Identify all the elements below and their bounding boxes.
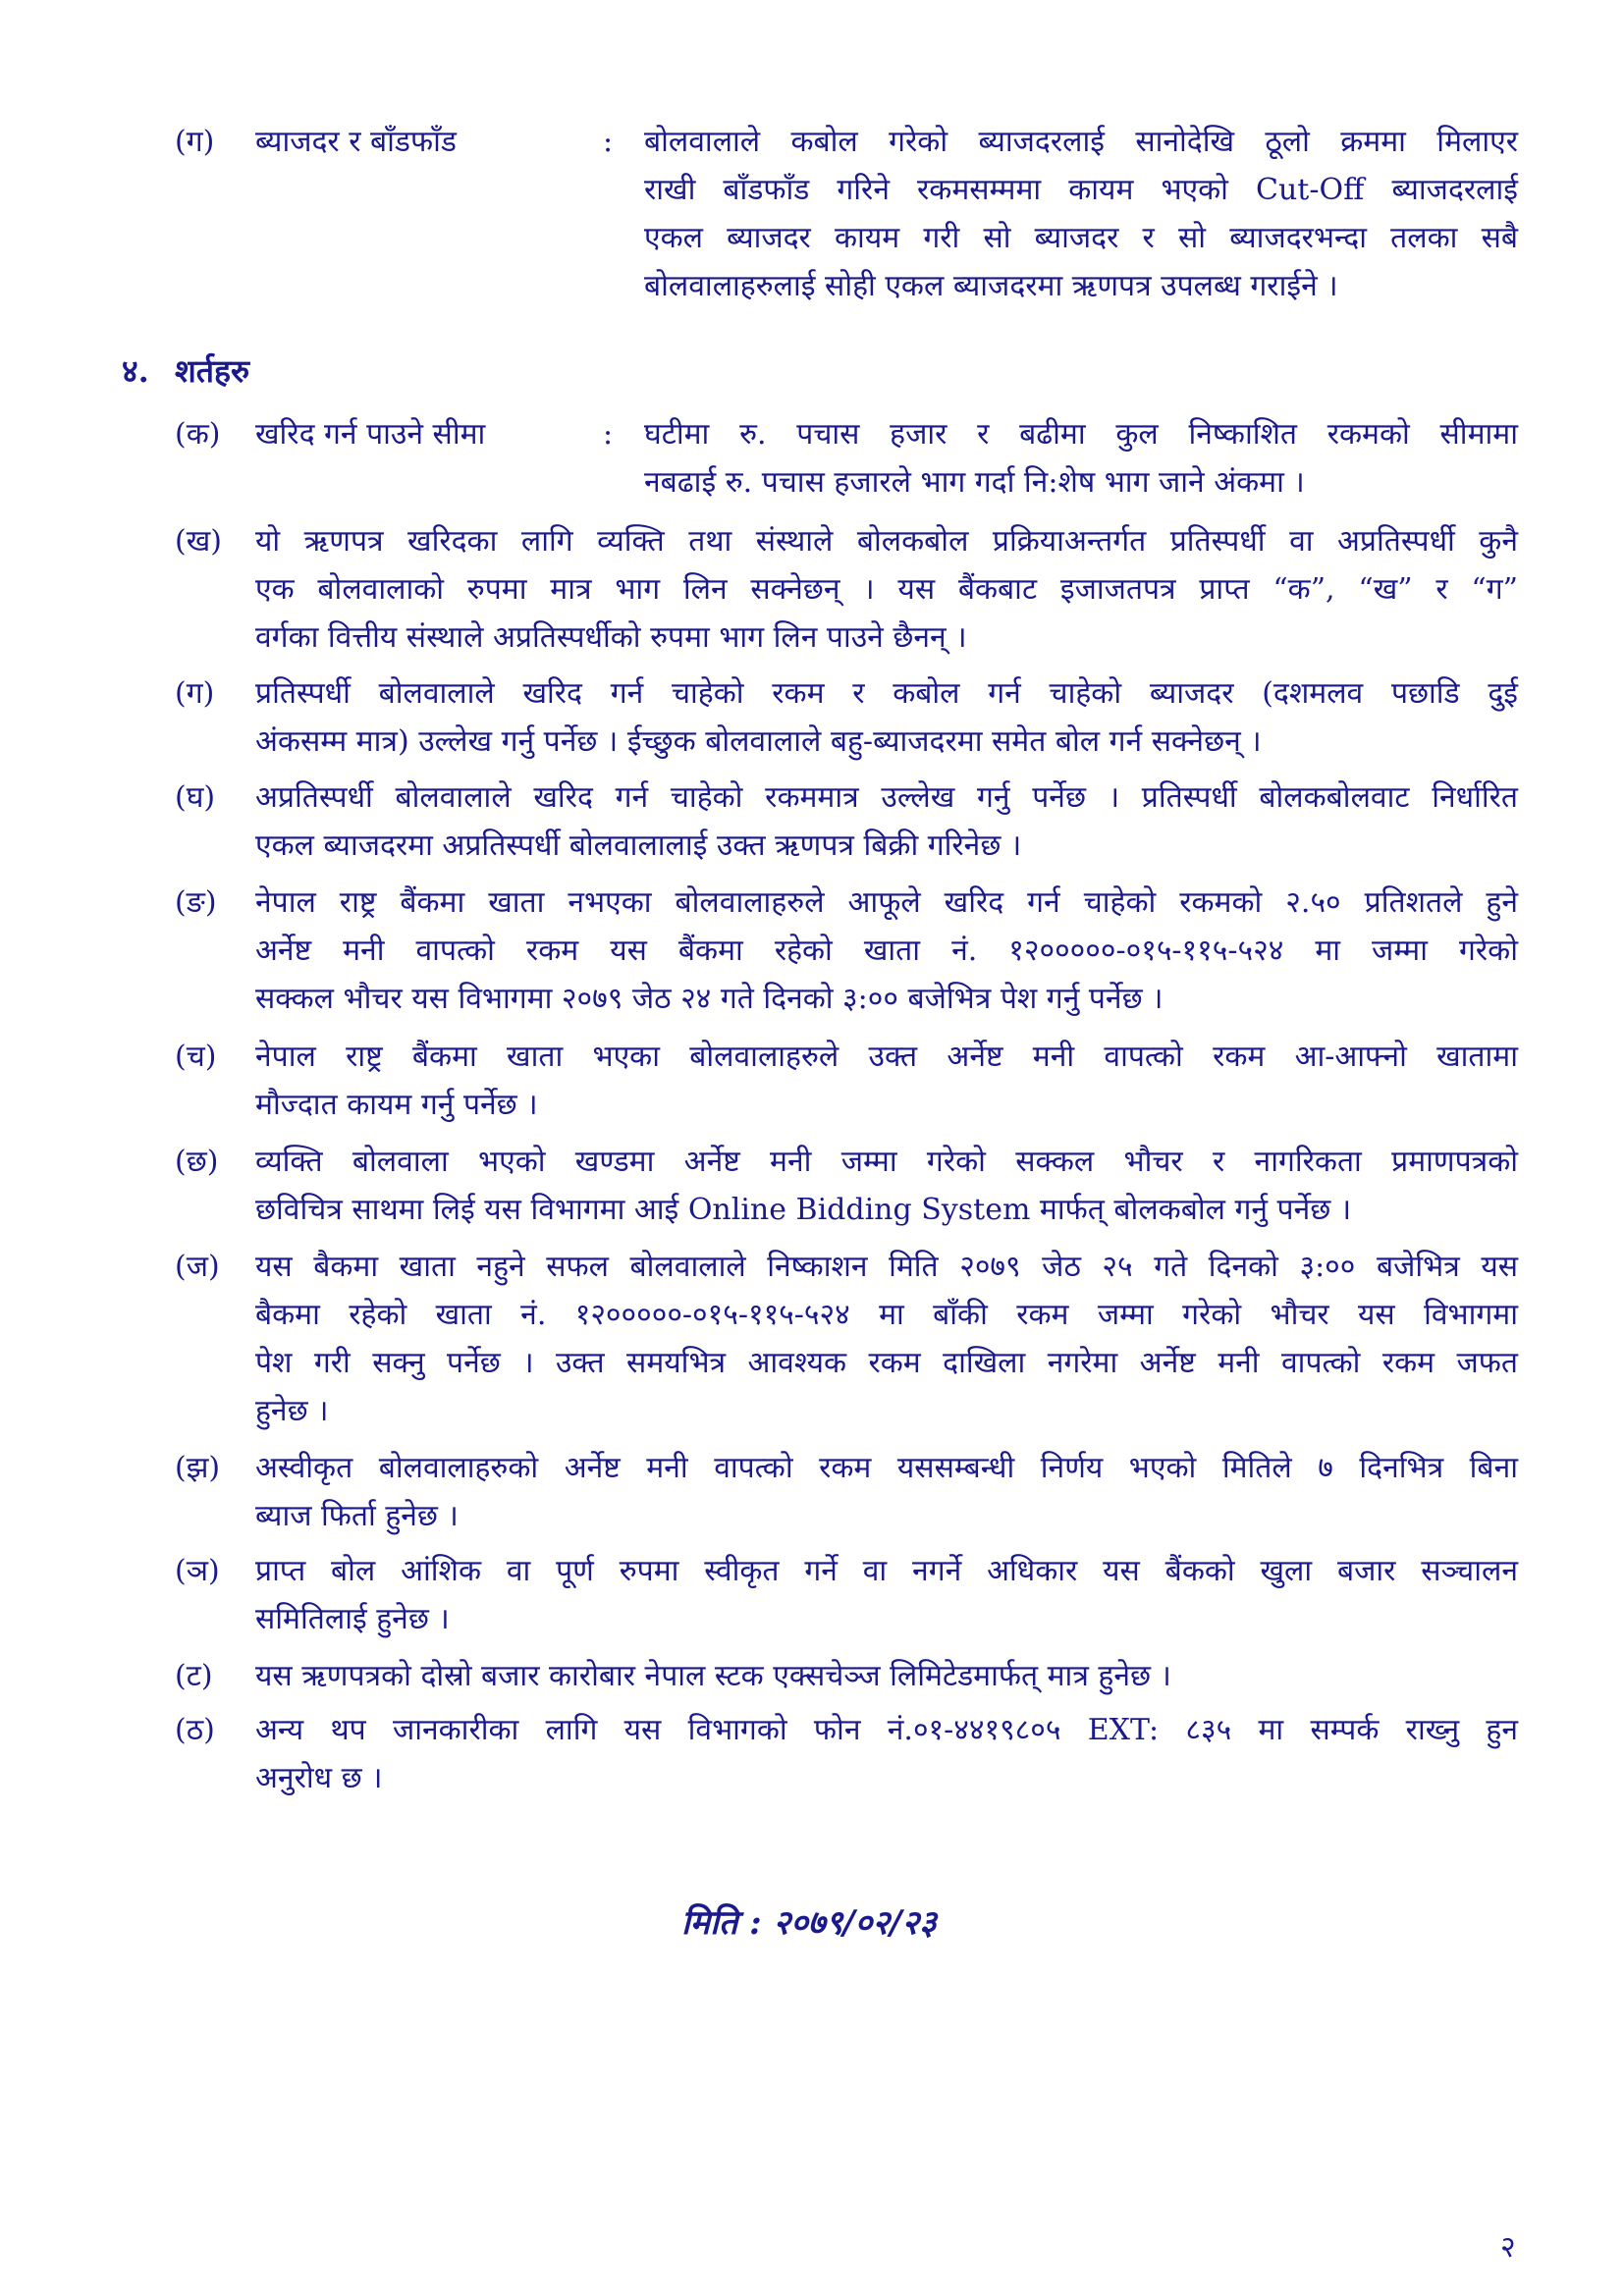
item-text-line: समितिलाई हुनेछ । (255, 1602, 450, 1636)
item-text-line: राखी बाँडफाँड गरिने रकमसम्ममा कायम भएको Cut-Off ब्याजदरलाई (644, 173, 1518, 207)
label-colon: : (603, 417, 614, 452)
item-marker: (छ) (175, 1145, 219, 1179)
item-text-line: ब्याज फिर्ता हुनेछ । (255, 1499, 459, 1533)
item-marker: (च) (175, 1040, 217, 1074)
item-marker: (ठ) (175, 1713, 215, 1747)
section-title: शर्तहरु (175, 352, 250, 390)
item-label: ब्याजदर र बाँडफाँड (255, 125, 457, 159)
item-text-line: प्रतिस्पर्धी बोलवालाले खरिद गर्न चाहेको रकम र कबोल गर्न चाहेको ब्याजदर (दशमलव पछाडि दुई (255, 676, 1518, 711)
item-text-line: यस ऋणपत्रको दोस्रो बजार कारोबार नेपाल स्टक एक्सचेञ्ज लिमिटेडमार्फत् मात्र हुनेछ । (255, 1659, 1171, 1693)
item-text-line: अप्रतिस्पर्धी बोलवालाले खरिद गर्न चाहेको रकममात्र उल्लेख गर्नु पर्नेछ । प्रतिस्पर्धी बोलकबोलवाट निर्धारित (255, 780, 1518, 815)
item-text-line: एक बोलवालाको रुपमा मात्र भाग लिन सक्नेछन् । यस बैंकबाट इजाजतपत्र प्राप्त “क”, “ख” र “ग” (255, 572, 1518, 607)
item-text-line: मौज्दात कायम गर्नु पर्नेछ । (255, 1088, 538, 1122)
item-marker: (ज) (175, 1250, 220, 1284)
item-text-line: नेपाल राष्ट्र बैंकमा खाता नभएका बोलवालाहरुले आफूले खरिद गर्न चाहेको रकमको २.५० प्रतिशतले हुने (255, 885, 1518, 920)
item-text-line: सक्कल भौचर यस विभागमा २०७९ जेठ २४ गते दिनको ३:०० बजेभित्र पेश गर्नु पर्नेछ । (255, 982, 1164, 1016)
item-text-line: प्राप्त बोल आंशिक वा पूर्ण रुपमा स्वीकृत गर्ने वा नगर्ने अधिकार यस बैंकको खुला बजार सञ्चालन (255, 1554, 1518, 1588)
item-text-line: एकल ब्याजदरमा अप्रतिस्पर्धी बोलवालालाई उक्त ऋणपत्र बिक्री गरिनेछ । (255, 828, 1022, 863)
item-marker: (ङ) (175, 885, 217, 920)
item-text-line: घटीमा रु. पचास हजार र बढीमा कुल निष्काशित रकमको सीमामा (644, 417, 1518, 452)
item-marker: (क) (175, 417, 221, 452)
item-text-line: अन्य थप जानकारीका लागि यस विभागको फोन नं.०१-४४१९८०५ EXT: ८३५ मा सम्पर्क राख्नु हुन (255, 1713, 1518, 1747)
item-text-line: यस बैकमा खाता नहुने सफल बोलवालाले निष्काशन मिति २०७९ जेठ २५ गते दिनको ३:०० बजेभित्र यस (255, 1250, 1518, 1284)
item-text-line: अस्वीकृत बोलवालाहरुको अर्नेष्ट मनी वापत्को रकम यससम्बन्धी निर्णय भएको मितिले ७ दिनभित्र बिना (255, 1451, 1518, 1485)
item-text-line: यो ऋणपत्र खरिदका लागि व्यक्ति तथा संस्थाले बोलकबोल प्रक्रियाअन्तर्गत प्रतिस्पर्धी वा अप्रतिस्पर्धी कुनै (255, 524, 1518, 559)
item-text-line: अंकसम्म मात्र) उल्लेख गर्नु पर्नेछ । ईच्छुक बोलवालाले बहु-ब्याजदरमा समेत बोल गर्न सक्नेछन् । (255, 724, 1262, 759)
item-text-line: नेपाल राष्ट्र बैंकमा खाता भएका बोलवालाहरुले उक्त अर्नेष्ट मनी वापत्को रकम आ-आफ्नो खातामा (255, 1040, 1518, 1074)
page-number: २ (1500, 2230, 1516, 2265)
item-text-line: अर्नेष्ट मनी वापत्को रकम यस बैंकमा रहेको खाता नं. १२०००००-०१५-११५-५२४ मा जम्मा गरेको (255, 934, 1518, 968)
item-text-line: वर्गका वित्तीय संस्थाले अप्रतिस्पर्धीको रुपमा भाग लिन पाउने छैनन् । (255, 620, 967, 655)
item-text-line: एकल ब्याजदर कायम गरी सो ब्याजदर र सो ब्याजदरभन्दा तलका सबै (644, 221, 1518, 255)
item-text-line: नबढाई रु. पचास हजारले भाग गर्दा नि:शेष भाग जाने अंकमा । (644, 465, 1305, 500)
item-marker: (झ) (175, 1451, 221, 1485)
item-text-line: अनुरोध छ । (255, 1761, 383, 1795)
item-marker: (ग) (175, 676, 215, 711)
item-marker: (ट) (175, 1659, 213, 1693)
item-marker: (ग) (175, 125, 215, 159)
item-label: खरिद गर्न पाउने सीमा (255, 417, 486, 452)
label-colon: : (603, 125, 614, 159)
item-marker: (ञ) (175, 1554, 220, 1588)
item-text-line: पेश गरी सक्नु पर्नेछ । उक्त समयभित्र आवश्यक रकम दाखिला नगरेमा अर्नेष्ट मनी वापत्को रकम जफत (255, 1346, 1518, 1380)
item-marker: (ख) (175, 524, 222, 559)
item-text-line: व्यक्ति बोलवाला भएको खण्डमा अर्नेष्ट मनी जम्मा गरेको सक्कल भौचर र नागरिकता प्रमाणपत्रको (255, 1145, 1518, 1179)
item-text-line: बोलवालाहरुलाई सोही एकल ब्याजदरमा ऋणपत्र उपलब्ध गराईने । (644, 269, 1338, 303)
item-text-line: बोलवालाले कबोल गरेको ब्याजदरलाई सानोदेखि ठूलो क्रममा मिलाएर (644, 125, 1518, 159)
item-marker: (घ) (175, 780, 216, 815)
document-date: मिति : २०७९/०२/२३ (681, 1903, 937, 1943)
item-text-line: छविचित्र साथमा लिई यस विभागमा आई Online Bidding System मार्फत् बोलकबोल गर्नु पर्नेछ । (255, 1193, 1352, 1227)
section-number: ४. (122, 352, 149, 390)
item-text-line: हुनेछ । (255, 1394, 329, 1428)
item-text-line: बैकमा रहेको खाता नं. १२०००००-०१५-११५-५२४ मा बाँकी रकम जम्मा गरेको भौचर यस विभागमा (255, 1298, 1518, 1332)
